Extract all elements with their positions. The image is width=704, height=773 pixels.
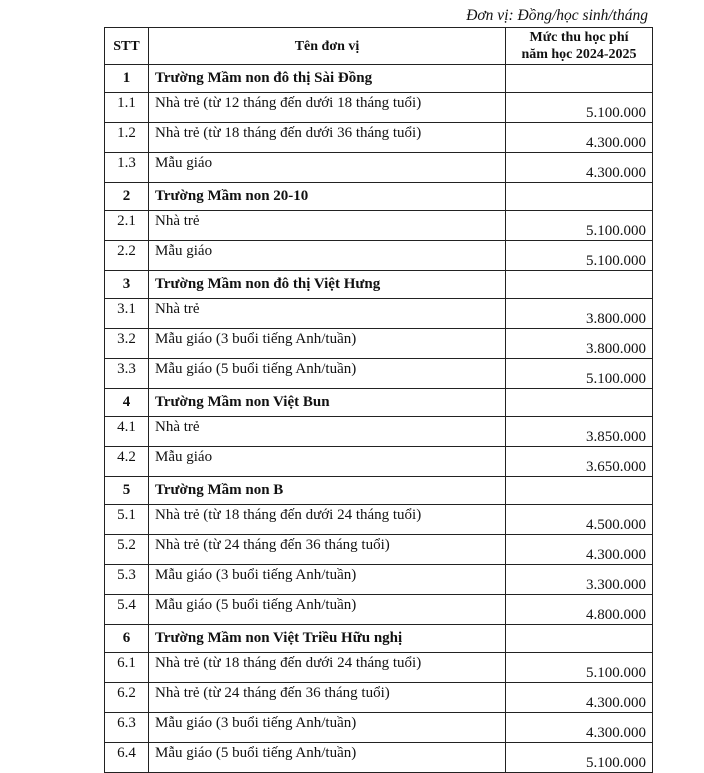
school-fee-empty (506, 183, 653, 211)
school-stt: 3 (105, 271, 149, 299)
row-stt: 3.1 (105, 299, 149, 329)
row-fee: 5.100.000 (506, 93, 653, 123)
school-stt: 4 (105, 389, 149, 417)
row-stt: 6.2 (105, 683, 149, 713)
row-stt: 6.4 (105, 743, 149, 773)
table-header-row (105, 28, 653, 65)
row-fee: 4.500.000 (506, 505, 653, 535)
row-fee: 5.100.000 (506, 743, 653, 773)
row-name: Nhà trẻ (từ 24 tháng đến 36 tháng tuổi) (149, 535, 506, 565)
row-stt: 3.2 (105, 329, 149, 359)
table-row (105, 153, 653, 183)
row-name: Mẫu giáo (3 buổi tiếng Anh/tuần) (149, 329, 506, 359)
school-name: Trường Mầm non 20-10 (149, 183, 506, 211)
row-fee: 4.300.000 (506, 683, 653, 713)
row-stt: 5.2 (105, 535, 149, 565)
row-fee: 4.300.000 (506, 535, 653, 565)
unit-note: Đơn vị: Đồng/học sinh/tháng (466, 7, 648, 24)
row-fee: 3.300.000 (506, 565, 653, 595)
row-stt: 2.2 (105, 241, 149, 271)
row-stt: 2.1 (105, 211, 149, 241)
row-name: Nhà trẻ (149, 211, 506, 241)
school-stt: 5 (105, 477, 149, 505)
header-name: Tên đơn vị (149, 28, 506, 65)
school-row (105, 65, 653, 93)
row-name: Mẫu giáo (149, 241, 506, 271)
tuition-fee-table (104, 27, 653, 773)
table-row (105, 653, 653, 683)
table-row (105, 417, 653, 447)
row-fee: 4.300.000 (506, 153, 653, 183)
table-row (105, 93, 653, 123)
row-name: Nhà trẻ (149, 299, 506, 329)
header-stt: STT (105, 28, 149, 65)
table-row (105, 447, 653, 477)
row-stt: 5.1 (105, 505, 149, 535)
header-fee (506, 28, 653, 65)
row-fee: 4.800.000 (506, 595, 653, 625)
school-stt: 1 (105, 65, 149, 93)
school-fee-empty (506, 625, 653, 653)
row-name: Nhà trẻ (từ 18 tháng đến dưới 24 tháng tuổi) (149, 653, 506, 683)
table-row (105, 743, 653, 773)
school-row (105, 625, 653, 653)
table-row (105, 595, 653, 625)
school-row (105, 477, 653, 505)
school-fee-empty (506, 477, 653, 505)
row-fee: 3.850.000 (506, 417, 653, 447)
row-name: Nhà trẻ (từ 12 tháng đến dưới 18 tháng tuổi) (149, 93, 506, 123)
row-fee: 5.100.000 (506, 241, 653, 271)
school-stt: 6 (105, 625, 149, 653)
school-fee-empty (506, 389, 653, 417)
row-name: Mẫu giáo (149, 447, 506, 477)
row-name: Nhà trẻ (từ 18 tháng đến dưới 24 tháng tuổi) (149, 505, 506, 535)
school-fee-empty (506, 65, 653, 93)
row-fee: 5.100.000 (506, 653, 653, 683)
row-name: Mẫu giáo (5 buổi tiếng Anh/tuần) (149, 743, 506, 773)
table-row (105, 359, 653, 389)
school-name: Trường Mầm non đô thị Việt Hưng (149, 271, 506, 299)
table-row (105, 535, 653, 565)
row-fee: 4.300.000 (506, 713, 653, 743)
row-name: Nhà trẻ (từ 24 tháng đến 36 tháng tuổi) (149, 683, 506, 713)
row-fee: 3.800.000 (506, 299, 653, 329)
table-row (105, 211, 653, 241)
row-stt: 1.2 (105, 123, 149, 153)
table-row (105, 565, 653, 595)
school-name: Trường Mầm non Việt Triều Hữu nghị (149, 625, 506, 653)
table-row (105, 123, 653, 153)
row-stt: 4.1 (105, 417, 149, 447)
table-row (105, 241, 653, 271)
table-row (105, 299, 653, 329)
row-stt: 4.2 (105, 447, 149, 477)
table-row (105, 683, 653, 713)
row-name: Mẫu giáo (3 buổi tiếng Anh/tuần) (149, 565, 506, 595)
school-fee-empty (506, 271, 653, 299)
row-stt: 3.3 (105, 359, 149, 389)
school-name: Trường Mầm non Việt Bun (149, 389, 506, 417)
row-stt: 5.4 (105, 595, 149, 625)
row-stt: 1.3 (105, 153, 149, 183)
row-name: Mẫu giáo (149, 153, 506, 183)
school-name: Trường Mầm non đô thị Sài Đồng (149, 65, 506, 93)
header-fee-line1: Mức thu học phí (529, 30, 629, 45)
row-stt: 5.3 (105, 565, 149, 595)
row-stt: 6.3 (105, 713, 149, 743)
school-row (105, 271, 653, 299)
row-name: Mẫu giáo (5 buổi tiếng Anh/tuần) (149, 595, 506, 625)
table-body (105, 65, 653, 773)
school-stt: 2 (105, 183, 149, 211)
row-fee: 5.100.000 (506, 359, 653, 389)
school-name: Trường Mầm non B (149, 477, 506, 505)
row-fee: 3.650.000 (506, 447, 653, 477)
row-fee: 3.800.000 (506, 329, 653, 359)
row-fee: 5.100.000 (506, 211, 653, 241)
school-row (105, 183, 653, 211)
row-name: Mẫu giáo (3 buổi tiếng Anh/tuần) (149, 713, 506, 743)
row-stt: 6.1 (105, 653, 149, 683)
table-row (105, 505, 653, 535)
row-name: Nhà trẻ (từ 18 tháng đến dưới 36 tháng tuổi) (149, 123, 506, 153)
row-fee: 4.300.000 (506, 123, 653, 153)
row-name: Nhà trẻ (149, 417, 506, 447)
row-name: Mẫu giáo (5 buổi tiếng Anh/tuần) (149, 359, 506, 389)
header-fee-line2: năm học 2024-2025 (521, 47, 637, 62)
table-row (105, 329, 653, 359)
row-stt: 1.1 (105, 93, 149, 123)
table-row (105, 713, 653, 743)
school-row (105, 389, 653, 417)
